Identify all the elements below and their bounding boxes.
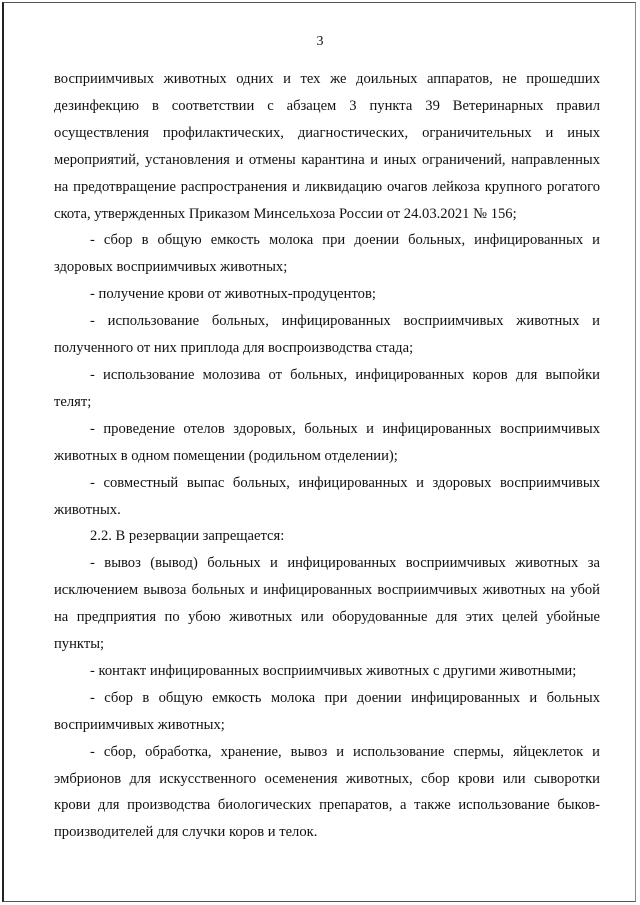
- list-item-export: - вывоз (вывод) больных и инфицированных восприимчивых животных за исключением вывоза больных и инфицированных восприимчивых животных на убой на предприятия по убою животных или оборудованные для этих целей убойные пункты;: [54, 555, 600, 653]
- list-item-grazing: - совместный выпас больных, инфицированных и здоровых восприимчивых животных.: [54, 474, 600, 518]
- list-item-semen-handling: - сбор, обработка, хранение, вывоз и использование спермы, яйцеклеток и эмбрионов для искусственного осеменения животных, сбор крови или сыворотки крови для производства биологических препаратов, а также использование быков-производителей для случки коров и телок.: [54, 743, 600, 841]
- document-body: [54, 66, 600, 846]
- paragraph-continuation: восприимчивых животных одних и тех же доильных аппаратов, не прошедших дезинфекцию в соответствии с абзацем 3 пункта 39 Ветеринарных правил осуществления профилактических, диагностических, ограничительных и иных мероприятий, установления и отмены карантина и иных ограничений, направленных на предотвращение распространения и ликвидацию очагов лейкоза крупного рогатого скота, утвержденных Приказом Минсельхоза России от 24.03.2021 № 156;: [54, 71, 600, 222]
- list-item-milk-collection-reservation: - сбор в общую емкость молока при доении инфицированных и больных восприимчивых животных;: [54, 689, 600, 733]
- list-item-calving: - проведение отелов здоровых, больных и инфицированных восприимчивых животных в одном помещении (родильном отделении);: [54, 420, 600, 464]
- list-item-colostrum: - использование молозива от больных, инфицированных коров для выпойки телят;: [54, 366, 600, 410]
- list-item-contact: - контакт инфицированных восприимчивых животных с другими животными;: [90, 662, 577, 679]
- page-number: 3: [316, 34, 324, 49]
- section-heading-2-2: 2.2. В резервации запрещается:: [90, 528, 285, 545]
- list-item-blood-collection: - получение крови от животных-продуцентов;: [90, 286, 376, 303]
- list-item-milk-collection: - сбор в общую емкость молока при доении больных, инфицированных и здоровых восприимчивых животных;: [54, 232, 600, 276]
- list-item-breeding-use: - использование больных, инфицированных восприимчивых животных и полученного от них приплода для воспроизводства стада;: [54, 313, 600, 357]
